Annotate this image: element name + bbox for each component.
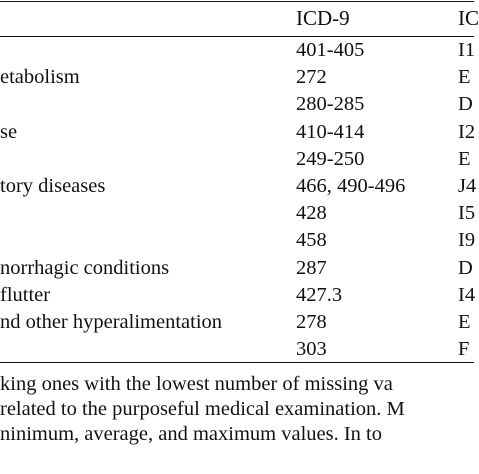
icd9-cell: 428 (296, 202, 327, 225)
icd10-cell: I5 (458, 202, 476, 225)
header-icd9: ICD-9 (296, 6, 350, 30)
icd9-cell: 278 (296, 310, 327, 333)
icd10-cell: I4 (458, 283, 476, 306)
icd10-cell: D (458, 93, 473, 116)
table-row (0, 91, 474, 118)
icd10-cell: E (458, 66, 471, 89)
icd9-cell: 272 (296, 66, 327, 89)
icd10-cell: I1 (458, 39, 476, 61)
table-row (0, 146, 474, 173)
disease-cell: tory diseases (0, 174, 106, 197)
icd10-cell: F (458, 338, 470, 361)
icd9-cell: 249-250 (296, 147, 365, 170)
icd9-cell: 287 (296, 256, 327, 279)
table-top-rule (0, 1, 474, 2)
disease-cell: nd other hyperalimentation (0, 310, 223, 333)
table-row (0, 282, 474, 309)
table-row (0, 255, 474, 282)
icd10-cell: E (458, 310, 471, 333)
icd9-cell: 458 (296, 229, 327, 252)
icd10-cell: I2 (458, 120, 476, 143)
body-paragraph (0, 372, 474, 447)
icd10-cell: D (458, 256, 473, 279)
icd9-cell: 466, 490-496 (296, 174, 406, 197)
header-icd10: IC (458, 6, 479, 30)
table-body (0, 37, 477, 363)
paragraph-line: king ones with the lowest number of missing va (0, 373, 393, 395)
icd9-cell: 280-285 (296, 93, 365, 116)
table-row (0, 200, 474, 227)
icd9-cell: 401-405 (296, 39, 365, 61)
table-row (0, 119, 474, 146)
table-row (0, 309, 474, 336)
disease-cell: se (0, 120, 18, 143)
icd10-cell: E (458, 147, 471, 170)
table-row (0, 37, 474, 64)
icd10-cell: I9 (458, 229, 476, 252)
table-row (0, 336, 474, 363)
icd9-cell: 410-414 (296, 120, 365, 143)
paragraph-line: related to the purposeful medical examination. M (0, 398, 405, 420)
table-bottom-rule (0, 362, 474, 363)
icd9-cell: 427.3 (296, 283, 343, 306)
table-row (0, 64, 474, 91)
disease-cell: etabolism (0, 66, 80, 89)
icd9-cell: 303 (296, 338, 327, 361)
table-row (0, 227, 474, 254)
paragraph-line: ninimum, average, and maximum values. In to (0, 423, 383, 445)
icd10-cell: J4 (458, 174, 477, 197)
disease-cell: norrhagic conditions (0, 256, 170, 279)
table-row (0, 173, 477, 200)
disease-cell: flutter (0, 283, 51, 306)
